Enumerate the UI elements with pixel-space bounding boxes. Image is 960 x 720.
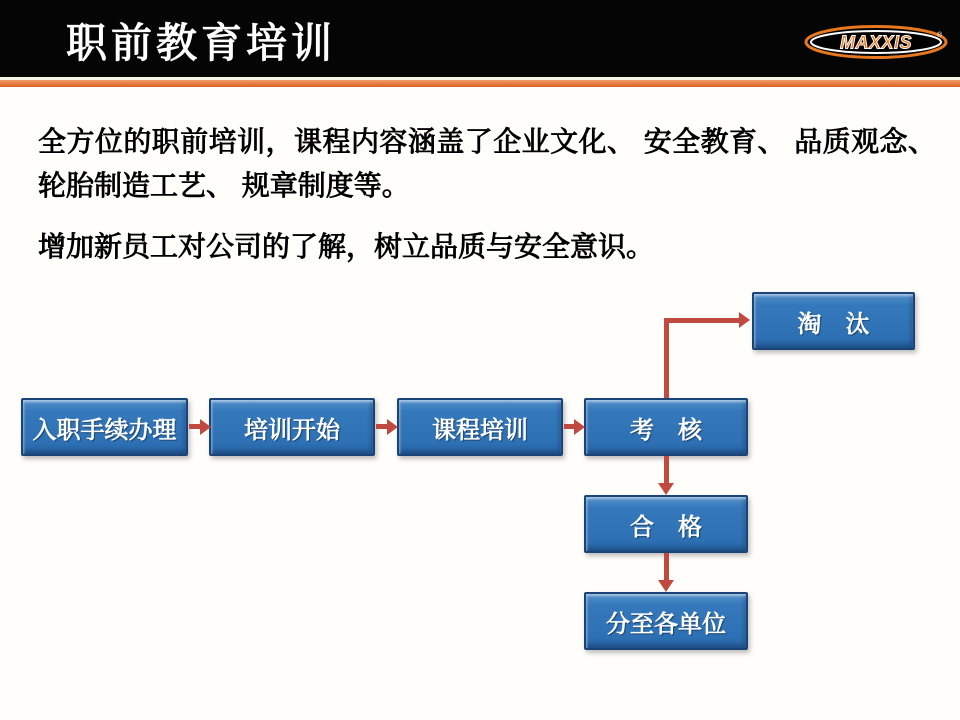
- arrow-start-to-course-head: [387, 419, 398, 435]
- arrow-assess-to-eliminate-horizontal: [664, 318, 739, 323]
- arrow-assess-to-eliminate-vertical: [664, 318, 669, 398]
- page-title: 职前教育培训: [66, 20, 336, 66]
- arrow-assess-to-pass-head: [658, 483, 674, 495]
- maxxis-logo: [804, 24, 952, 60]
- arrow-assess-to-pass-stem: [664, 456, 669, 484]
- arrow-entry-to-start-stem: [189, 424, 200, 429]
- flow-node-assign: 分至各单位: [584, 592, 748, 650]
- arrow-assess-to-eliminate-head: [739, 312, 750, 328]
- body-text: [38, 120, 936, 269]
- arrow-course-to-assess-stem: [564, 424, 574, 429]
- header-bar: [0, 0, 960, 77]
- arrow-pass-to-assign-head: [658, 580, 674, 592]
- maxxis-logo-text: MAXXIS: [839, 32, 913, 53]
- registered-mark: ®: [937, 32, 943, 39]
- arrow-course-to-assess-head: [574, 419, 585, 435]
- arrow-pass-to-assign-stem: [664, 553, 669, 581]
- paragraph-purpose: 增加新员工对公司的了解，树立品质与安全意识。: [38, 231, 655, 262]
- arrow-entry-to-start-head: [200, 419, 211, 435]
- flow-node-entry: 入职手续办理: [21, 398, 188, 456]
- paragraph-overview: 全方位的职前培训，课程内容涵盖了企业文化、 安全教育、 品质观念、 轮胎制造工艺、 规章制度等。: [38, 126, 936, 201]
- flow-node-course: 课程培训: [397, 398, 563, 456]
- arrow-start-to-course-stem: [376, 424, 387, 429]
- header-divider-orange: [0, 80, 960, 87]
- flow-node-eliminate: 淘 汰: [752, 292, 915, 350]
- flow-node-start: 培训开始: [209, 398, 375, 456]
- flow-node-pass: 合 格: [584, 495, 748, 553]
- flow-node-assess: 考 核: [584, 398, 748, 456]
